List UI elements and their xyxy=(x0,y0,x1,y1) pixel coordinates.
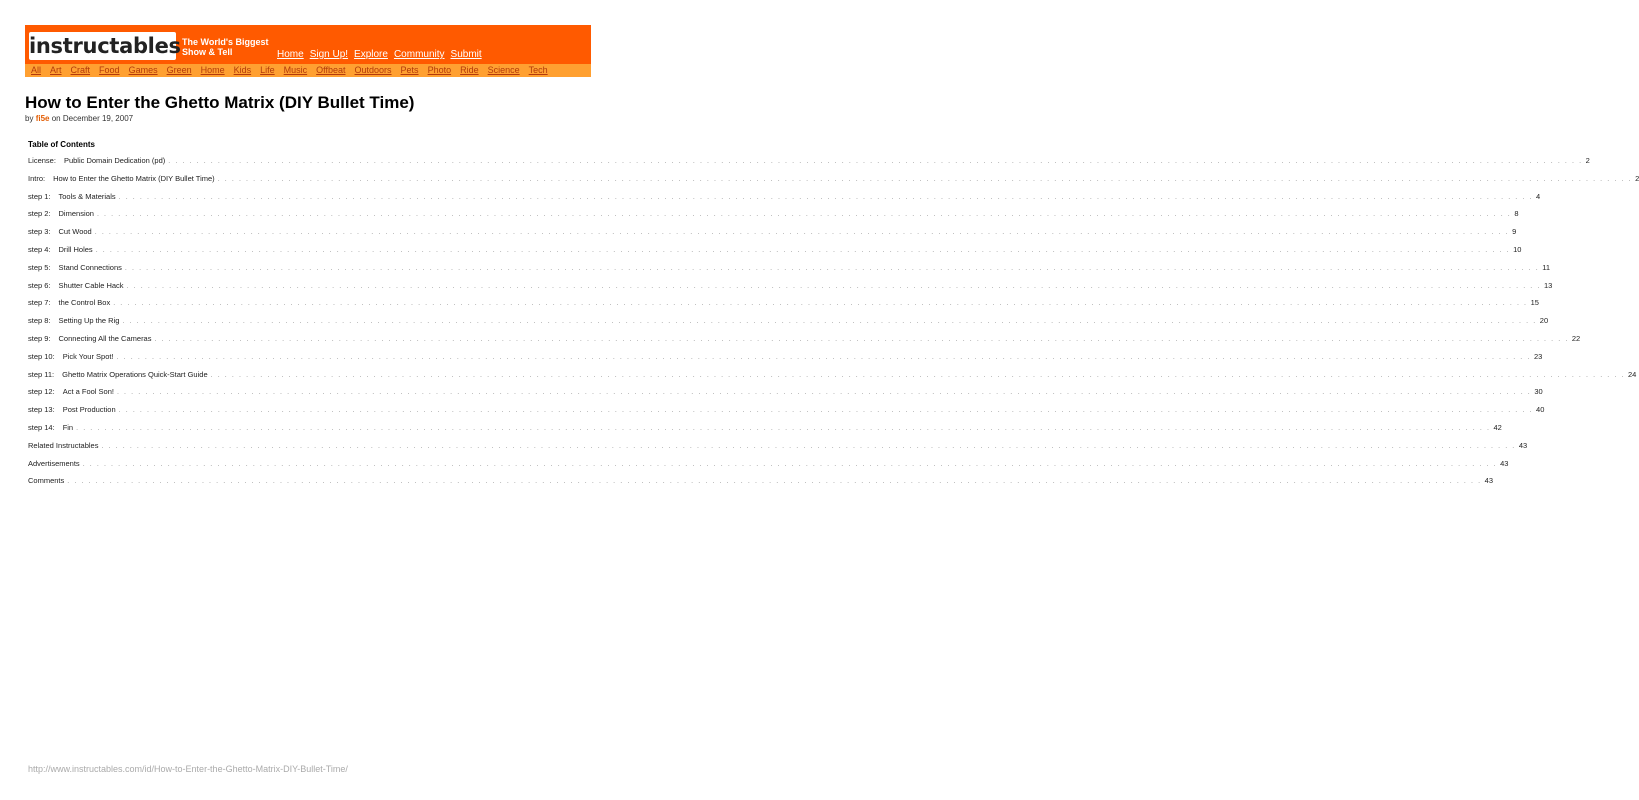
toc-leader-dots: . . . . . . . . . . . . . . . . . . . . . . . . . . . . . . . . . . . . . . . . . . . . . . . . . . . . . . . . . . . . . . . . . . . . . . . . . . . . . . . . . . . . . . . . . . . . . . . . . . . . . . . . . . . . . . . . . . . . . . . . . . . . . . . . . . . . . . . . . . . . . . . . . . . . . . . . . . . . . . . . . . . . . . . . . . . . . . . . . . . . . . . . . . . . . . . . . . . . . . . . xyxy=(82,460,1498,468)
category-link-games[interactable]: Games xyxy=(128,65,158,75)
toc-entry[interactable] xyxy=(28,227,1517,245)
toc-page-number: 10 xyxy=(1513,244,1522,254)
toc-leader-dots: . . . . . . . . . . . . . . . . . . . . . . . . . . . . . . . . . . . . . . . . . . . . . . . . . . . . . . . . . . . . . . . . . . . . . . . . . . . . . . . . . . . . . . . . . . . . . . . . . . . . . . . . . . . . . . . . . . . . . . . . . . . . . . . . . . . . . . . . . . . . . . . . . . . . . . . . . . . . . . . . . . . . . . . . . . . . . . . . . . . . . . . . . . . . . . . . . . . . . . . . xyxy=(154,335,1569,343)
toc-leader-dots: . . . . . . . . . . . . . . . . . . . . . . . . . . . . . . . . . . . . . . . . . . . . . . . . . . . . . . . . . . . . . . . . . . . . . . . . . . . . . . . . . . . . . . . . . . . . . . . . . . . . . . . . . . . . . . . . . . . . . . . . . . . . . . . . . . . . . . . . . . . . . . . . . . . . . . . . . . . . . . . . . . . . . . . . . . . . . . . . . . . . . . . . . . . . . . . . . . . . . . . . xyxy=(124,264,1540,272)
toc-entry[interactable] xyxy=(28,351,1543,370)
toc-page-number: 2 xyxy=(1635,173,1639,183)
toc-entry-label xyxy=(28,405,116,414)
category-link-home[interactable]: Home xyxy=(200,65,225,75)
toc-entry[interactable] xyxy=(28,244,1522,263)
toc-entry[interactable] xyxy=(28,280,1553,299)
toc-entry-title: Stand Connections xyxy=(58,262,122,272)
toc-entry-title: Advertisements xyxy=(28,458,80,468)
toc-entry-label xyxy=(28,441,98,450)
nav-link-explore[interactable]: Explore xyxy=(354,49,388,60)
toc-page-number: 22 xyxy=(1571,333,1581,343)
toc-entry-prefix: step 9: xyxy=(28,333,51,343)
category-links xyxy=(31,65,557,76)
toc-leader-dots: . . . . . . . . . . . . . . . . . . . . . . . . . . . . . . . . . . . . . . . . . . . . . . . . . . . . . . . . . . . . . . . . . . . . . . . . . . . . . . . . . . . . . . . . . . . . . . . . . . . . . . . . . . . . . . . . . . . . . . . . . . . . . . . . . . . . . . . . . . . . . . . . . . . . . . . . . . . . . . . . . . . . . . . . . . . . . . . . . . . . . . . . . . . . . . . . . . . . . . . . xyxy=(94,229,1510,237)
toc-entry-prefix: step 11: xyxy=(28,369,55,379)
category-bar xyxy=(25,64,591,77)
category-link-kids[interactable]: Kids xyxy=(233,65,252,75)
toc-entry[interactable] xyxy=(28,387,1543,405)
toc-entry-title: Post Production xyxy=(62,405,116,415)
toc-entry-label xyxy=(28,387,114,396)
nav-link-home[interactable]: Home xyxy=(277,49,304,60)
category-link-ride[interactable]: Ride xyxy=(460,65,479,75)
toc-entry-label xyxy=(28,459,80,468)
toc-page-number: 15 xyxy=(1530,298,1539,308)
toc-entry-label xyxy=(28,192,116,201)
toc-entry[interactable] xyxy=(28,369,1637,388)
toc-entry-label xyxy=(28,423,73,432)
toc-leader-dots: . . . . . . . . . . . . . . . . . . . . . . . . . . . . . . . . . . . . . . . . . . . . . . . . . . . . . . . . . . . . . . . . . . . . . . . . . . . . . . . . . . . . . . . . . . . . . . . . . . . . . . . . . . . . . . . . . . . . . . . . . . . . . . . . . . . . . . . . . . . . . . . . . . . . . . . . . . . . . . . . . . . . . . . . . . . . . . . . . . . . . . . . . . . . . . . . . . . . . . . . xyxy=(101,442,1516,450)
publish-date: on December 19, 2007 xyxy=(51,114,134,123)
toc-entry-label xyxy=(28,298,110,307)
toc-leader-dots: . . . . . . . . . . . . . . . . . . . . . . . . . . . . . . . . . . . . . . . . . . . . . . . . . . . . . . . . . . . . . . . . . . . . . . . . . . . . . . . . . . . . . . . . . . . . . . . . . . . . . . . . . . . . . . . . . . . . . . . . . . . . . . . . . . . . . . . . . . . . . . . . . . . . . . . . . . . . . . . . . . . . . . . . . . . . . . . . . . . . . . . . . . . . . . . . . . . . . . . . xyxy=(67,478,1482,486)
category-link-food[interactable]: Food xyxy=(99,65,120,75)
category-link-tech[interactable]: Tech xyxy=(528,65,548,75)
toc-leader-dots: . . . . . . . . . . . . . . . . . . . . . . . . . . . . . . . . . . . . . . . . . . . . . . . . . . . . . . . . . . . . . . . . . . . . . . . . . . . . . . . . . . . . . . . . . . . . . . . . . . . . . . . . . . . . . . . . . . . . . . . . . . . . . . . . . . . . . . . . . . . . . . . . . . . . . . . . . . . . . . . . . . . . . . . . . . . . . . . . . . . . . . . . . . . . . . . . . . . . . . . . xyxy=(116,389,1532,397)
toc-entry-prefix: step 1: xyxy=(28,191,51,201)
toc-entry-title: the Control Box xyxy=(58,298,111,308)
toc-entry-label xyxy=(28,281,124,290)
toc-page-number: 43 xyxy=(1500,458,1509,468)
footer-url[interactable]: http://www.instructables.com/id/How-to-Enter-the-Ghetto-Matrix-DIY-Bullet-Time/ xyxy=(28,764,348,774)
toc-entry[interactable] xyxy=(28,173,1639,192)
toc-entry-prefix: step 10: xyxy=(28,351,55,361)
toc-page-number: 9 xyxy=(1512,227,1517,237)
toc-leader-dots: . . . . . . . . . . . . . . . . . . . . . . . . . . . . . . . . . . . . . . . . . . . . . . . . . . . . . . . . . . . . . . . . . . . . . . . . . . . . . . . . . . . . . . . . . . . . . . . . . . . . . . . . . . . . . . . . . . . . . . . . . . . . . . . . . . . . . . . . . . . . . . . . . . . . . . . . . . . . . . . . . . . . . . . . . . . . . . . . . . . . . . . . . . . . . . . . . . . . . . . . xyxy=(95,246,1511,254)
toc-entry-label xyxy=(28,174,215,183)
category-link-art[interactable]: Art xyxy=(50,65,62,75)
toc-page-number: 43 xyxy=(1518,440,1528,450)
toc-entry[interactable] xyxy=(28,422,1502,441)
toc-entry-prefix: step 13: xyxy=(28,405,55,415)
toc-entry[interactable] xyxy=(28,156,1590,174)
toc-entry-prefix: step 6: xyxy=(28,280,51,290)
toc-leader-dots: . . . . . . . . . . . . . . . . . . . . . . . . . . . . . . . . . . . . . . . . . . . . . . . . . . . . . . . . . . . . . . . . . . . . . . . . . . . . . . . . . . . . . . . . . . . . . . . . . . . . . . . . . . . . . . . . . . . . . . . . . . . . . . . . . . . . . . . . . . . . . . . . . . . . . . . . . . . . . . . . . . . . . . . . . . . . . . . . . . . . . . . . . . . . . . . . . . . . . . . . xyxy=(210,371,1626,379)
toc-entry-title: Drill Holes xyxy=(58,244,93,254)
category-link-photo[interactable]: Photo xyxy=(427,65,452,75)
toc-entry-label xyxy=(28,209,94,218)
toc-entry-label xyxy=(28,245,93,254)
toc-entry-title: Comments xyxy=(28,476,65,486)
toc-leader-dots: . . . . . . . . . . . . . . . . . . . . . . . . . . . . . . . . . . . . . . . . . . . . . . . . . . . . . . . . . . . . . . . . . . . . . . . . . . . . . . . . . . . . . . . . . . . . . . . . . . . . . . . . . . . . . . . . . . . . . . . . . . . . . . . . . . . . . . . . . . . . . . . . . . . . . . . . . . . . . . . . . . . . . . . . . . . . . . . . . . . . . . . . . . . . . . . . . . . . . . . . xyxy=(126,282,1541,290)
toc-entry-prefix: Intro: xyxy=(28,173,46,183)
toc-page-number: 8 xyxy=(1514,209,1519,219)
toc-entry-title: Related Instructables xyxy=(28,440,99,450)
toc-entry[interactable] xyxy=(28,440,1528,459)
toc-entry[interactable] xyxy=(28,262,1551,281)
tagline-line-2: Show & Tell xyxy=(182,47,233,57)
toc-entry-prefix: License: xyxy=(28,156,56,165)
category-link-music[interactable]: Music xyxy=(283,65,308,75)
toc-entry-prefix: step 2: xyxy=(28,209,51,219)
toc-entry-title: Cut Wood xyxy=(58,227,92,237)
toc-entry-prefix: step 7: xyxy=(28,298,51,308)
toc-entry-title: Connecting All the Cameras xyxy=(58,333,152,343)
category-link-life[interactable]: Life xyxy=(260,65,275,75)
page-title: How to Enter the Ghetto Matrix (DIY Bullet Time) xyxy=(25,93,415,112)
toc-entry-prefix: step 12: xyxy=(28,387,55,397)
tagline-line-1: The World's Biggest xyxy=(182,37,269,47)
toc-entry-prefix: step 8: xyxy=(28,316,51,326)
header-banner xyxy=(25,25,591,64)
toc-entry-title: Public Domain Dedication (pd) xyxy=(63,156,166,165)
byline xyxy=(25,114,133,123)
toc-page-number: 40 xyxy=(1536,405,1545,415)
category-link-all[interactable]: All xyxy=(31,65,42,75)
toc-leader-dots: . . . . . . . . . . . . . . . . . . . . . . . . . . . . . . . . . . . . . . . . . . . . . . . . . . . . . . . . . . . . . . . . . . . . . . . . . . . . . . . . . . . . . . . . . . . . . . . . . . . . . . . . . . . . . . . . . . . . . . . . . . . . . . . . . . . . . . . . . . . . . . . . . . . . . . . . . . . . . . . . . . . . . . . . . . . . . . . . . . . . . . . . . . . . . . . . . . . . . . . . xyxy=(118,407,1534,415)
instructables-logo[interactable]: instructables xyxy=(29,34,181,58)
toc-entry-title: Tools & Materials xyxy=(58,191,116,201)
category-link-craft[interactable]: Craft xyxy=(70,65,91,75)
toc-page-number: 42 xyxy=(1493,422,1502,432)
top-nav xyxy=(277,49,488,60)
toc-page-number: 4 xyxy=(1536,191,1541,201)
nav-link-submit[interactable]: Submit xyxy=(450,49,482,60)
toc-page-number: 11 xyxy=(1542,262,1551,272)
toc-page-number: 30 xyxy=(1534,387,1543,397)
toc-entry[interactable] xyxy=(28,209,1519,227)
toc-entry-title: Setting Up the Rig xyxy=(58,316,120,326)
toc-entry[interactable] xyxy=(28,316,1549,334)
toc-page-number: 24 xyxy=(1628,369,1637,379)
toc-entry-title: Fin xyxy=(62,422,74,432)
toc-entry[interactable] xyxy=(28,405,1545,423)
toc-entry[interactable] xyxy=(28,298,1539,316)
toc-entry-title: Act a Fool Son! xyxy=(62,387,114,397)
toc-entry[interactable] xyxy=(28,476,1493,494)
toc-entry-prefix: step 4: xyxy=(28,244,51,254)
toc-entry-label xyxy=(28,316,119,325)
author-link[interactable]: fi5e xyxy=(35,114,50,123)
byline-by: by xyxy=(25,114,34,123)
toc-leader-dots: . . . . . . . . . . . . . . . . . . . . . . . . . . . . . . . . . . . . . . . . . . . . . . . . . . . . . . . . . . . . . . . . . . . . . . . . . . . . . . . . . . . . . . . . . . . . . . . . . . . . . . . . . . . . . . . . . . . . . . . . . . . . . . . . . . . . . . . . . . . . . . . . . . . . . . . . . . . . . . . . . . . . . . . . . . . . . . . . . . . . . . . . . . . . . . . . . . . . . . . . xyxy=(116,353,1531,361)
toc-leader-dots: . . . . . . . . . . . . . . . . . . . . . . . . . . . . . . . . . . . . . . . . . . . . . . . . . . . . . . . . . . . . . . . . . . . . . . . . . . . . . . . . . . . . . . . . . . . . . . . . . . . . . . . . . . . . . . . . . . . . . . . . . . . . . . . . . . . . . . . . . . . . . . . . . . . . . . . . . . . . . . . . . . . . . . . . . . . . . . . . . . . . . . . . . . . . . . . . . . . . . . . . xyxy=(168,158,1583,165)
toc-entry-label xyxy=(28,334,151,343)
category-link-outdoors[interactable]: Outdoors xyxy=(354,65,392,75)
toc-entry-title: Pick Your Spot! xyxy=(62,351,114,361)
toc-entry[interactable] xyxy=(28,458,1509,477)
toc-page-number: 43 xyxy=(1484,476,1493,486)
toc-entry-title: Ghetto Matrix Operations Quick-Start Guide xyxy=(62,369,208,379)
category-link-offbeat[interactable]: Offbeat xyxy=(316,65,346,75)
nav-link-community[interactable]: Community xyxy=(393,49,445,60)
toc-entry-label xyxy=(28,227,92,236)
toc-leader-dots: . . . . . . . . . . . . . . . . . . . . . . . . . . . . . . . . . . . . . . . . . . . . . . . . . . . . . . . . . . . . . . . . . . . . . . . . . . . . . . . . . . . . . . . . . . . . . . . . . . . . . . . . . . . . . . . . . . . . . . . . . . . . . . . . . . . . . . . . . . . . . . . . . . . . . . . . . . . . . . . . . . . . . . . . . . . . . . . . . . . . . . . . . . . . . . . . . . . . . . . . xyxy=(113,300,1528,308)
toc-entry-title: Shutter Cable Hack xyxy=(58,280,124,290)
toc-leader-dots: . . . . . . . . . . . . . . . . . . . . . . . . . . . . . . . . . . . . . . . . . . . . . . . . . . . . . . . . . . . . . . . . . . . . . . . . . . . . . . . . . . . . . . . . . . . . . . . . . . . . . . . . . . . . . . . . . . . . . . . . . . . . . . . . . . . . . . . . . . . . . . . . . . . . . . . . . . . . . . . . . . . . . . . . . . . . . . . . . . . . . . . . . . . . . . . . . . . . . . . . xyxy=(76,424,1491,432)
toc-entry-title: How to Enter the Ghetto Matrix (DIY Bullet Time) xyxy=(53,173,215,183)
table-of-contents xyxy=(28,156,1639,494)
toc-entry-label xyxy=(28,370,208,379)
category-link-pets[interactable]: Pets xyxy=(400,65,419,75)
toc-entry-label xyxy=(28,352,114,361)
toc-entry-prefix: step 14: xyxy=(28,422,55,432)
toc-entry-prefix: step 5: xyxy=(28,262,51,272)
category-link-green[interactable]: Green xyxy=(166,65,192,75)
site-header xyxy=(25,25,591,77)
toc-leader-dots: . . . . . . . . . . . . . . . . . . . . . . . . . . . . . . . . . . . . . . . . . . . . . . . . . . . . . . . . . . . . . . . . . . . . . . . . . . . . . . . . . . . . . . . . . . . . . . . . . . . . . . . . . . . . . . . . . . . . . . . . . . . . . . . . . . . . . . . . . . . . . . . . . . . . . . . . . . . . . . . . . . . . . . . . . . . . . . . . . . . . . . . . . . . . . . . . . . . . . . . . xyxy=(122,318,1537,326)
toc-entry-label xyxy=(28,263,122,272)
toc-page-number: 13 xyxy=(1543,280,1553,290)
toc-entry-prefix: step 3: xyxy=(28,227,51,237)
toc-entry-label xyxy=(28,156,165,165)
nav-link-sign-up[interactable]: Sign Up! xyxy=(309,49,349,60)
toc-page-number: 23 xyxy=(1533,351,1543,361)
toc-page-number: 2 xyxy=(1585,156,1590,165)
toc-entry-label xyxy=(28,476,64,485)
toc-heading: Table of Contents xyxy=(28,140,95,149)
toc-entry[interactable] xyxy=(28,191,1541,210)
toc-leader-dots: . . . . . . . . . . . . . . . . . . . . . . . . . . . . . . . . . . . . . . . . . . . . . . . . . . . . . . . . . . . . . . . . . . . . . . . . . . . . . . . . . . . . . . . . . . . . . . . . . . . . . . . . . . . . . . . . . . . . . . . . . . . . . . . . . . . . . . . . . . . . . . . . . . . . . . . . . . . . . . . . . . . . . . . . . . . . . . . . . . . . . . . . . . . . . . . . . . . . . . . . xyxy=(118,193,1534,201)
category-link-science[interactable]: Science xyxy=(487,65,520,75)
toc-page-number: 20 xyxy=(1539,316,1549,326)
tagline xyxy=(182,37,268,57)
toc-leader-dots: . . . . . . . . . . . . . . . . . . . . . . . . . . . . . . . . . . . . . . . . . . . . . . . . . . . . . . . . . . . . . . . . . . . . . . . . . . . . . . . . . . . . . . . . . . . . . . . . . . . . . . . . . . . . . . . . . . . . . . . . . . . . . . . . . . . . . . . . . . . . . . . . . . . . . . . . . . . . . . . . . . . . . . . . . . . . . . . . . . . . . . . . . . . . . . . . . . . . . . . . xyxy=(96,211,1512,219)
toc-entry-title: Dimension xyxy=(58,209,94,219)
toc-entry[interactable] xyxy=(28,333,1581,352)
toc-leader-dots: . . . . . . . . . . . . . . . . . . . . . . . . . . . . . . . . . . . . . . . . . . . . . . . . . . . . . . . . . . . . . . . . . . . . . . . . . . . . . . . . . . . . . . . . . . . . . . . . . . . . . . . . . . . . . . . . . . . . . . . . . . . . . . . . . . . . . . . . . . . . . . . . . . . . . . . . . . . . . . . . . . . . . . . . . . . . . . . . . . . . . . . . . . . . . . . . . . . . . . . . xyxy=(217,175,1633,183)
